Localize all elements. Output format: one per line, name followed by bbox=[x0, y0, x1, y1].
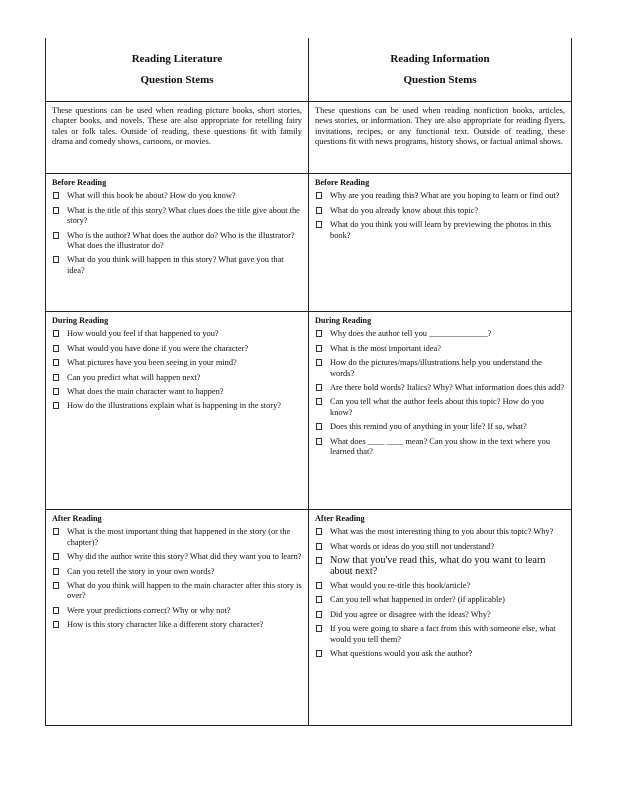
question-stems-table bbox=[45, 38, 572, 726]
checkbox-icon bbox=[53, 256, 59, 263]
checkbox-icon bbox=[316, 384, 322, 391]
list-item: What do you think you will learn by previewing the photos in this book? bbox=[315, 220, 565, 241]
question-list bbox=[52, 527, 302, 630]
checkbox-icon bbox=[53, 528, 59, 535]
list-item: Were your predictions correct? Why or why not? bbox=[52, 606, 302, 616]
checkbox-icon bbox=[53, 192, 59, 199]
checkbox-icon bbox=[316, 423, 322, 430]
list-item: Why are you reading this? What are you hoping to learn or find out? bbox=[315, 191, 565, 201]
list-item: What is the title of this story? What clues does the title give about the story? bbox=[52, 206, 302, 227]
information-header bbox=[309, 38, 572, 102]
list-item: What would you have done if you were the character? bbox=[52, 344, 302, 354]
section-title: After Reading bbox=[315, 514, 365, 523]
question-list bbox=[52, 191, 302, 276]
checkbox-icon bbox=[53, 359, 59, 366]
list-item: If you were going to share a fact from this with someone else, what would you tell them? bbox=[315, 624, 565, 645]
list-item: What do you already know about this topic? bbox=[315, 206, 565, 216]
list-item: What do you think will happen in this story? What gave you that idea? bbox=[52, 255, 302, 276]
checkbox-icon bbox=[316, 398, 322, 405]
information-header-line2: Question Stems bbox=[403, 74, 477, 86]
checkbox-icon bbox=[316, 625, 322, 632]
checkbox-icon bbox=[53, 582, 59, 589]
literature-header bbox=[46, 38, 309, 102]
list-item: What will this book be about? How do you know? bbox=[52, 191, 302, 201]
question-list bbox=[315, 191, 565, 241]
list-item: What words or ideas do you still not understand? bbox=[315, 542, 565, 552]
checkbox-icon bbox=[316, 345, 322, 352]
list-item: Does this remind you of anything in your life? If so, what? bbox=[315, 422, 565, 432]
list-item: What does the main character want to happen? bbox=[52, 387, 302, 397]
list-item: Can you tell what happened in order? (if applicable) bbox=[315, 595, 565, 605]
list-item: How would you feel if that happened to you? bbox=[52, 329, 302, 339]
list-item: Now that you've read this, what do you want to learn about next? bbox=[315, 556, 565, 577]
section-title: Before Reading bbox=[315, 178, 370, 187]
list-item: Why does the author tell you ______________? bbox=[315, 329, 565, 339]
checkbox-icon bbox=[316, 192, 322, 199]
list-item: How do the illustrations explain what is happening in the story? bbox=[52, 401, 302, 411]
information-intro: These questions can be used when reading nonfiction books, articles, news stories, or information. They are also appropriate for reading flyers, invitations, recipes, or any functional text. Outside of reading, these questions fit with news programs, history shows, or factual animal shows. bbox=[309, 102, 572, 174]
list-item: Did you agree or disagree with the ideas? Why? bbox=[315, 610, 565, 620]
checkbox-icon bbox=[53, 568, 59, 575]
checkbox-icon bbox=[53, 402, 59, 409]
information-during-cell bbox=[309, 312, 572, 510]
list-item: How do the pictures/maps/illustrations help you understand the words? bbox=[315, 358, 565, 379]
list-item: What questions would you ask the author? bbox=[315, 649, 565, 659]
checkbox-icon bbox=[316, 330, 322, 337]
information-after-cell bbox=[309, 510, 572, 726]
checkbox-icon bbox=[53, 607, 59, 614]
information-header-line1: Reading Information bbox=[390, 53, 490, 65]
checkbox-icon bbox=[316, 596, 322, 603]
list-item: Can you retell the story in your own words? bbox=[52, 567, 302, 577]
list-item: What does ____ ____ mean? Can you show in the text where you learned that? bbox=[315, 437, 565, 458]
checkbox-icon bbox=[316, 528, 322, 535]
checkbox-icon bbox=[53, 374, 59, 381]
checkbox-icon bbox=[316, 543, 322, 550]
checkbox-icon bbox=[316, 582, 322, 589]
list-item: Are there bold words? Italics? Why? What information does this add? bbox=[315, 383, 565, 393]
checkbox-icon bbox=[53, 330, 59, 337]
checkbox-icon bbox=[316, 557, 322, 564]
literature-during-cell bbox=[46, 312, 309, 510]
list-item: How is this story character like a different story character? bbox=[52, 620, 302, 630]
list-item: Can you predict what will happen next? bbox=[52, 373, 302, 383]
checkbox-icon bbox=[316, 650, 322, 657]
list-item: Can you tell what the author feels about this topic? How do you know? bbox=[315, 397, 565, 418]
literature-intro: These questions can be used when reading picture books, short stories, chapter books, and novels. These are also appropriate for retelling fairy tales or folk tales. Outside of reading, these questions fit with family drama and comedy shows, cartoons, or movies. bbox=[46, 102, 309, 174]
literature-before-cell bbox=[46, 174, 309, 312]
checkbox-icon bbox=[53, 207, 59, 214]
list-item: What do you think will happen to the main character after this story is over? bbox=[52, 581, 302, 602]
literature-header-line2: Question Stems bbox=[140, 74, 214, 86]
checkbox-icon bbox=[53, 553, 59, 560]
section-title: Before Reading bbox=[52, 178, 107, 187]
checkbox-icon bbox=[316, 221, 322, 228]
list-item: Why did the author write this story? What did they want you to learn? bbox=[52, 552, 302, 562]
checkbox-icon bbox=[53, 232, 59, 239]
question-list bbox=[52, 329, 302, 411]
list-item: What was the most interesting thing to you about this topic? Why? bbox=[315, 527, 565, 537]
checkbox-icon bbox=[53, 345, 59, 352]
question-list bbox=[315, 329, 565, 457]
list-item: What would you re-title this book/article? bbox=[315, 581, 565, 591]
section-title: During Reading bbox=[315, 316, 372, 325]
list-item: What pictures have you been seeing in your mind? bbox=[52, 358, 302, 368]
checkbox-icon bbox=[316, 207, 322, 214]
list-item: What is the most important thing that happened in the story (or the chapter)? bbox=[52, 527, 302, 548]
checkbox-icon bbox=[316, 359, 322, 366]
literature-header-line1: Reading Literature bbox=[131, 53, 223, 65]
checkbox-icon bbox=[53, 388, 59, 395]
checkbox-icon bbox=[316, 438, 322, 445]
checkbox-icon bbox=[53, 621, 59, 628]
literature-after-cell bbox=[46, 510, 309, 726]
checkbox-icon bbox=[316, 611, 322, 618]
section-title: During Reading bbox=[52, 316, 109, 325]
question-list bbox=[315, 527, 565, 659]
information-before-cell bbox=[309, 174, 572, 312]
list-item: Who is the author? What does the author do? Who is the illustrator? What does the illustrator do? bbox=[52, 231, 302, 252]
list-item: What is the most important idea? bbox=[315, 344, 565, 354]
section-title: After Reading bbox=[52, 514, 102, 523]
